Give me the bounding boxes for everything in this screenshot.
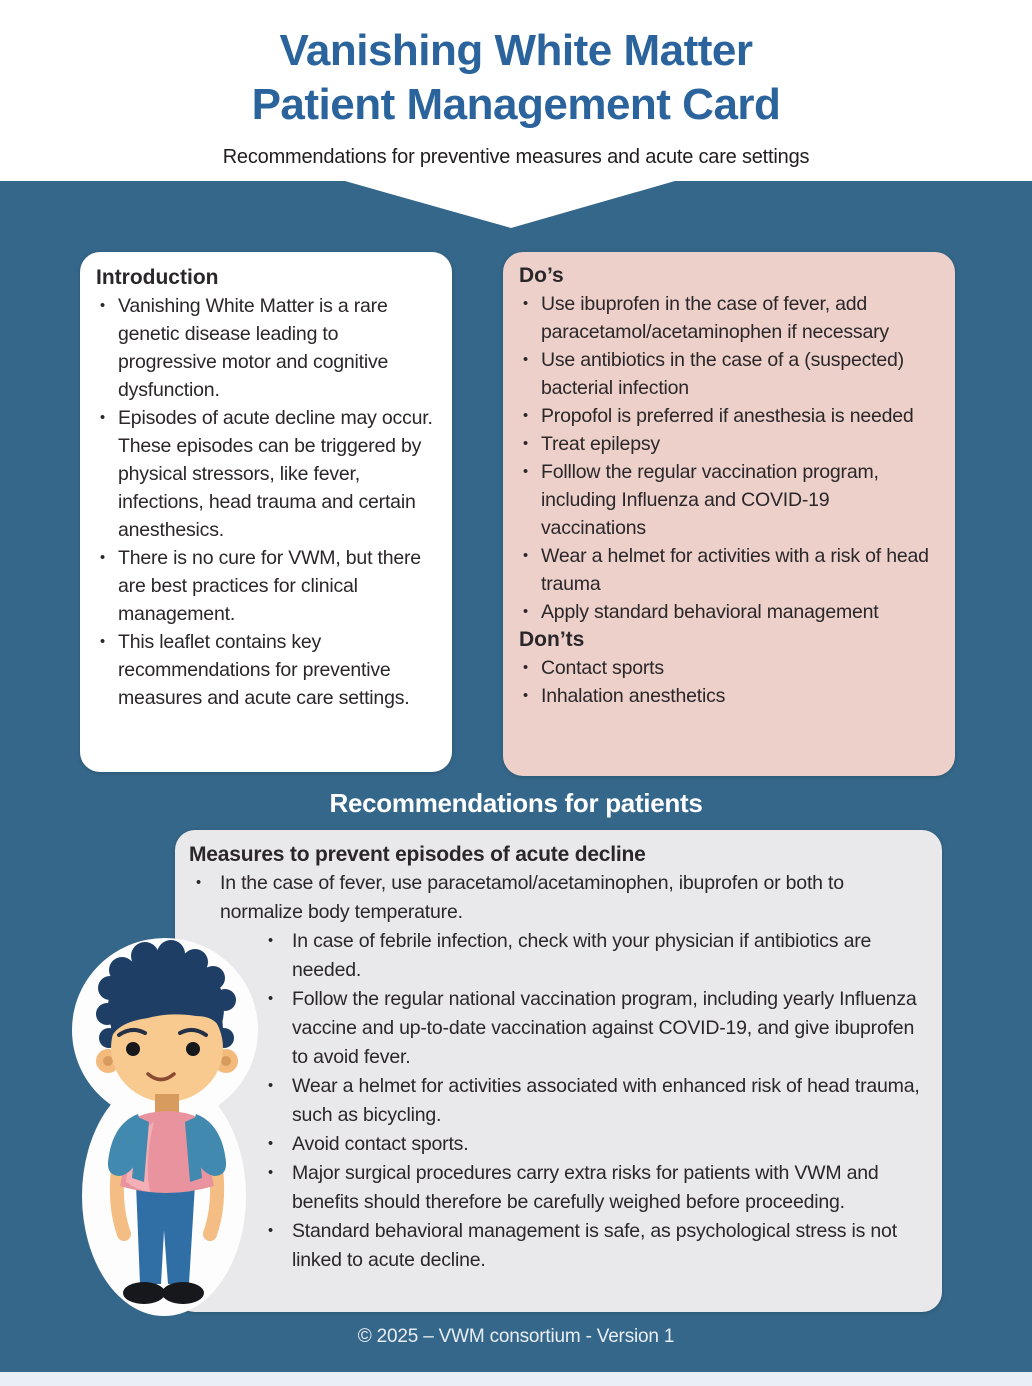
child-illustration xyxy=(52,928,267,1326)
list-item: • Follow the regular national vaccination program, including yearly Influenza vaccine and up-to-date vaccination against COVID-19, and give ibuprofen to avoid fever. xyxy=(261,985,928,1072)
measures-card xyxy=(175,830,942,1312)
header xyxy=(0,24,1032,169)
list-item: • Standard behavioral management is safe, as psychological stress is not linked to acute decline. xyxy=(261,1217,928,1275)
list-item: • There is no cure for VWM, but there are best practices for clinical management. xyxy=(96,544,436,628)
list-item: • In case of febrile infection, check with your physician if antibiotics are needed. xyxy=(261,927,928,985)
list-item: • Use antibiotics in the case of a (suspected) bacterial infection xyxy=(519,346,939,402)
list-item: • In the case of fever, use paracetamol/acetaminophen, ibuprofen or both to normalize body temperature. xyxy=(189,869,928,927)
page-title-line2: Patient Management Card xyxy=(251,80,781,129)
list-item: • Wear a helmet for activities associated with enhanced risk of head trauma, such as bicycling. xyxy=(261,1072,928,1130)
donts-list xyxy=(519,654,939,710)
list-item: • Folllow the regular vaccination program, including Influenza and COVID-19 vaccinations xyxy=(519,458,939,542)
bottom-strip xyxy=(0,1372,1032,1386)
list-item: • Wear a helmet for activities with a risk of head trauma xyxy=(519,542,939,598)
introduction-list xyxy=(96,292,436,712)
measures-sub-list xyxy=(189,927,928,1275)
header-chevron-notch xyxy=(0,181,1032,229)
donts-title: Don’ts xyxy=(519,628,585,651)
list-item: • Episodes of acute decline may occur. These episodes can be triggered by physical stressors, like fever, infections, head trauma and certain anesthesics. xyxy=(96,404,436,544)
list-item: • Avoid contact sports. xyxy=(261,1130,928,1159)
dos-list xyxy=(519,290,939,626)
list-item: • Treat epilepsy xyxy=(519,430,939,458)
list-item: • Use ibuprofen in the case of fever, add paracetamol/acetaminophen if necessary xyxy=(519,290,939,346)
measures-primary-list xyxy=(189,869,928,927)
list-item: • Inhalation anesthetics xyxy=(519,682,939,710)
patients-section-heading: Recommendations for patients xyxy=(329,788,703,818)
page-title-line1: Vanishing White Matter xyxy=(279,26,753,75)
introduction-card xyxy=(80,252,452,772)
footer-copyright: © 2025 – VWM consortium - Version 1 xyxy=(357,1326,675,1347)
dos-donts-card xyxy=(503,252,955,776)
dos-title: Do’s xyxy=(519,264,564,287)
list-item: • Major surgical procedures carry extra risks for patients with VWM and benefits should therefore be carefully weighed before proceeding. xyxy=(261,1159,928,1217)
list-item: • Propofol is preferred if anesthesia is needed xyxy=(519,402,939,430)
list-item: • Apply standard behavioral management xyxy=(519,598,939,626)
list-item: • This leaflet contains key recommendations for preventive measures and acute care settings. xyxy=(96,628,436,712)
list-item: • Vanishing White Matter is a rare genetic disease leading to progressive motor and cognitive dysfunction. xyxy=(96,292,436,404)
measures-title: Measures to prevent episodes of acute decline xyxy=(189,843,646,866)
list-item: • Contact sports xyxy=(519,654,939,682)
introduction-title: Introduction xyxy=(96,266,219,289)
page-subtitle: Recommendations for preventive measures and acute care settings xyxy=(222,146,810,168)
